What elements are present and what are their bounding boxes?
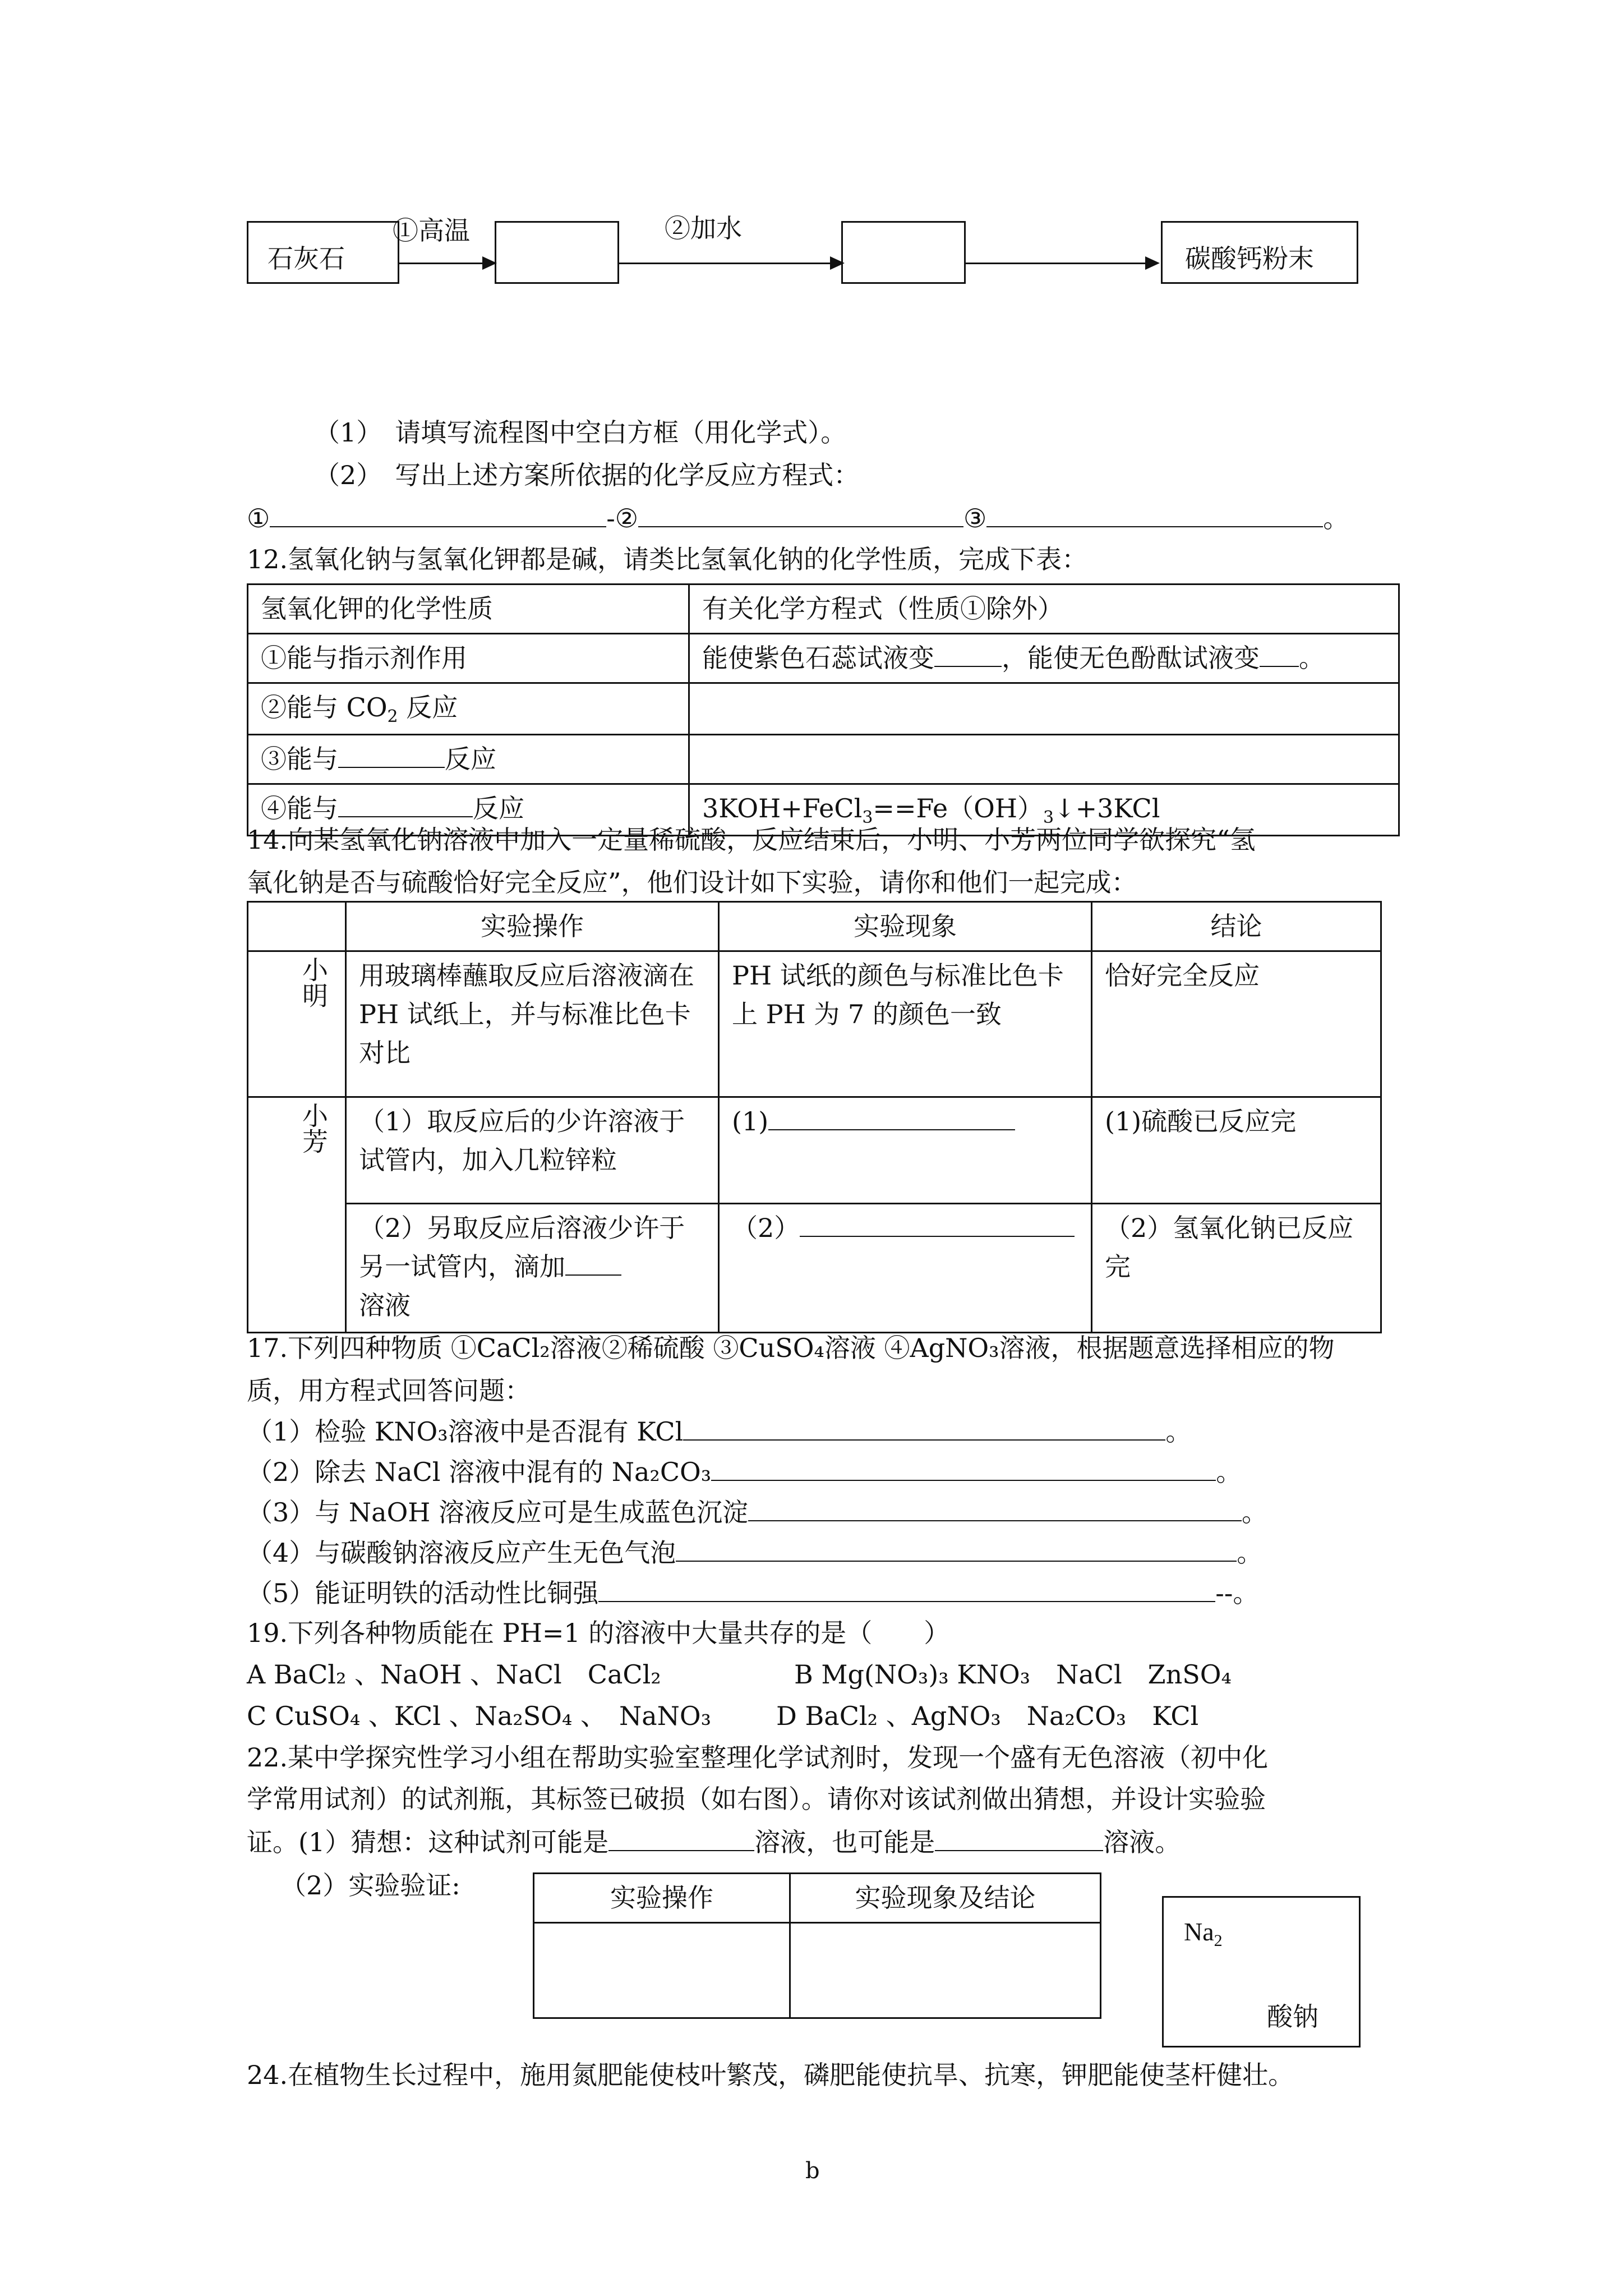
q17-stem-2: 质，用方程式回答问题： <box>247 1375 531 1406</box>
q17-s3 <box>247 1496 1267 1528</box>
q12-r4c2sub2: 3 <box>1043 808 1054 828</box>
q14-xf-ph1-label: (1) <box>732 1106 769 1137</box>
flow-arrow-3-head <box>1145 256 1160 270</box>
q12-stem: 12.氢氧化钠与氢氧化钾都是碱，请类比氢氧化钠的化学性质，完成下表： <box>247 544 1088 574</box>
q14-xf-op1: （1）取反应后的少许溶液于试管内，加入几粒锌粒 <box>346 1097 719 1204</box>
q14-xf-ph2-label: （2） <box>732 1213 800 1243</box>
flow-step2-label: ②加水 <box>665 213 742 243</box>
q12-r3c1a: ③能与 <box>261 744 338 775</box>
q14-xf-op2 <box>346 1204 719 1333</box>
q12-header-2: 有关化学方程式（性质①除外） <box>689 585 1399 634</box>
q14-stem-2: 氧化钠是否与硫酸恰好完全反应”，他们设计如下实验，请你和他们一起完成： <box>247 867 1137 898</box>
q14-xiaofang: 小芳 <box>248 1097 346 1333</box>
q22-label-top-text: Na <box>1184 1917 1214 1946</box>
page-number: b <box>805 2158 820 2184</box>
flow-arrow-1 <box>399 263 483 264</box>
q22-cell-result[interactable] <box>790 1923 1101 2018</box>
q17-blank-2[interactable] <box>711 1455 1216 1481</box>
q17-s3-text: （3）与 NaOH 溶液反应可是生成蓝色沉淀 <box>247 1497 749 1527</box>
q14-xf-con2: （2）氢氧化钠已反应完 <box>1092 1204 1381 1333</box>
flow-arrow-3 <box>966 263 1146 264</box>
q19-option-d[interactable]: D BaCl₂ 、AgNO₃ Na₂CO₃ KCl <box>776 1701 1199 1731</box>
q19-option-a[interactable]: A BaCl₂ 、NaOH 、NaCl CaCl₂ <box>247 1659 661 1690</box>
q14-header-con: 结论 <box>1092 902 1381 951</box>
q14-blank-ph2[interactable] <box>800 1211 1075 1237</box>
q11-c1: ① <box>247 503 270 533</box>
q12-r4c2b: ==Fe（OH） <box>873 793 1043 824</box>
flow-blank-box-2 <box>841 221 966 284</box>
q17-s3-end: 。 <box>1242 1497 1268 1527</box>
q12-r4c2a: 3KOH+FeCl <box>702 793 863 824</box>
q19-option-b[interactable]: B Mg(NO₃)₃ KNO₃ NaCl ZnSO₄ <box>794 1659 1232 1690</box>
q12-r2c1sub: 2 <box>387 707 398 727</box>
q22-header-op: 实验操作 <box>534 1874 790 1923</box>
q12-r4c2c: ↓+3KCl <box>1054 793 1160 824</box>
q11-blank-1[interactable] <box>270 501 606 527</box>
q12-header-1: 氢氧化钾的化学性质 <box>248 585 689 634</box>
q22-blank-guess-1[interactable] <box>608 1825 754 1851</box>
q14-xf-op2b: 溶液 <box>359 1290 411 1320</box>
q22-label-bottom: 酸钠 <box>1267 2001 1318 2032</box>
q12-blank-litmus[interactable] <box>934 641 1002 667</box>
q22-stem-1: 22.某中学探究性学习小组在帮助实验室整理化学试剂时，发现一个盛有无色溶液（初中化 <box>247 1742 1269 1773</box>
q14-xf-ph2 <box>719 1204 1092 1333</box>
q22-table <box>533 1872 1101 2019</box>
q22-stem3c: 溶液。 <box>1103 1827 1181 1857</box>
q14-xf-op2a: （2）另取反应后溶液少许于另一试管内，滴加 <box>359 1213 685 1282</box>
q12-blank-r4[interactable] <box>338 792 473 817</box>
q11-c2: -② <box>606 503 639 533</box>
q12-r3c1 <box>248 735 689 784</box>
flow-blank-box-1 <box>495 221 619 284</box>
q12-r3c2[interactable] <box>689 735 1399 784</box>
q22-stem-3 <box>247 1825 1181 1858</box>
flow-arrow-2 <box>619 263 831 264</box>
q12-r2c2[interactable] <box>689 683 1399 735</box>
q12-r1c2a: 能使紫色石蕊试液变 <box>702 643 934 673</box>
q17-blank-1[interactable] <box>683 1415 1165 1441</box>
q17-s5-text: （5）能证明铁的活动性比铜强 <box>247 1578 599 1608</box>
q14-stem-1: 14.向某氢氧化钠溶液中加入一定量稀硫酸，反应结束后，小明、小芳两位同学欲探究“氢 <box>247 825 1256 855</box>
q17-s5 <box>247 1576 1258 1609</box>
q12-r1c2b: ，能使无色酚酞试液变 <box>1002 643 1260 673</box>
flow-step1-label: ①高温 <box>393 215 470 246</box>
q11-sub2: （2） 写出上述方案所依据的化学反应方程式： <box>314 460 860 490</box>
flow-end-label: 碳酸钙粉末 <box>1185 243 1314 274</box>
q17-s4 <box>247 1536 1262 1568</box>
q17-s2-text: （2）除去 NaCl 溶液中混有的 Na₂CO₃ <box>247 1457 712 1487</box>
q22-stem3a: 证。(1）猜想：这种试剂可能是 <box>247 1827 609 1857</box>
q22-sub2: （2）实验验证: <box>280 1870 460 1901</box>
q22-label-top-sub: 2 <box>1214 1931 1223 1950</box>
q14-xm-ph: PH 试纸的颜色与标准比色卡上 PH 为 7 的颜色一致 <box>719 951 1092 1097</box>
q12-r1c2c: 。 <box>1299 643 1325 673</box>
q17-s1-text: （1）检验 KNO₃溶液中是否混有 KCl <box>247 1416 684 1447</box>
q17-s2 <box>247 1455 1242 1488</box>
q17-blank-4[interactable] <box>676 1536 1237 1562</box>
q12-r1c2 <box>689 634 1399 683</box>
q14-xf-con1: (1)硫酸已反应完 <box>1092 1097 1381 1204</box>
q14-xiaoming: 小明 <box>248 951 346 1097</box>
q12-table <box>247 583 1400 836</box>
q14-header-op: 实验操作 <box>346 902 719 951</box>
q12-r4c1a: ④能与 <box>261 793 338 824</box>
q17-s2-end: 。 <box>1216 1457 1242 1487</box>
q17-blank-3[interactable] <box>748 1496 1242 1521</box>
q19-stem: 19.下列各种物质能在 PH=1 的溶液中大量共存的是（ ） <box>247 1618 950 1648</box>
q12-r4c2sub1: 3 <box>862 808 873 828</box>
q12-r2c1b: 反应 <box>398 692 458 723</box>
q12-r1c1: ①能与指示剂作用 <box>248 634 689 683</box>
q12-r3c1b: 反应 <box>445 744 496 775</box>
q14-xm-op: 用玻璃棒蘸取反应后溶液滴在 PH 试纸上，并与标准比色卡对比 <box>346 951 719 1097</box>
q12-r2c1 <box>248 683 689 735</box>
q14-blank-op2[interactable] <box>565 1250 621 1276</box>
q22-header-result: 实验现象及结论 <box>790 1874 1101 1923</box>
q12-r2c1a: ②能与 CO <box>261 692 388 723</box>
q14-xm-con: 恰好完全反应 <box>1092 951 1381 1097</box>
q12-r4c1b: 反应 <box>473 793 524 824</box>
q14-header-phen: 实验现象 <box>719 902 1092 951</box>
q22-cell-op[interactable] <box>534 1923 790 2018</box>
q17-blank-5[interactable] <box>598 1576 1215 1602</box>
q17-s5-end: --。 <box>1215 1578 1259 1608</box>
q11-c3: ③ <box>963 503 987 533</box>
q17-s4-end: 。 <box>1237 1538 1263 1568</box>
flow-start-box <box>247 221 399 284</box>
q12-blank-r3[interactable] <box>338 742 445 768</box>
q22-blank-guess-2[interactable] <box>935 1825 1103 1851</box>
q17-s4-text: （4）与碳酸钠溶液反应产生无色气泡 <box>247 1538 676 1568</box>
q12-blank-phenol[interactable] <box>1260 641 1299 667</box>
q11-blank-3[interactable] <box>986 501 1323 527</box>
q14-blank-ph1[interactable] <box>768 1105 1015 1130</box>
q22-label-box <box>1162 1896 1361 2047</box>
q17-stem-1: 17.下列四种物质 ①CaCl₂溶液②稀硫酸 ③CuSO₄溶液 ④AgNO₃溶液，根据题意选择相应的物 <box>247 1333 1335 1363</box>
q22-label-top <box>1184 1917 1223 1950</box>
q11-sub1: （1） 请填写流程图中空白方框（用化学式）。 <box>314 417 847 448</box>
q11-equations <box>247 501 1349 534</box>
q11-end: 。 <box>1323 503 1349 533</box>
q22-stem-2: 学常用试剂）的试剂瓶，其标签已破损（如右图）。请你对该试剂做出猜想，并设计实验验 <box>247 1784 1266 1814</box>
q19-option-c[interactable]: C CuSO₄ 、KCl 、Na₂SO₄ 、 NaNO₃ <box>247 1701 712 1731</box>
q24-stem: 24.在植物生长过程中，施用氮肥能使枝叶繁茂，磷肥能使抗旱、抗寒，钾肥能使茎杆健壮。 <box>247 2060 1294 2090</box>
q17-s1-end: 。 <box>1165 1416 1192 1447</box>
flow-end-box <box>1161 221 1358 284</box>
q17-s1 <box>247 1415 1191 1447</box>
q14-table <box>247 901 1382 1333</box>
flow-start-label: 石灰石 <box>268 243 345 274</box>
q11-blank-2[interactable] <box>638 501 963 527</box>
q22-stem3b: 溶液，也可能是 <box>754 1827 935 1857</box>
q14-xf-ph1 <box>719 1097 1092 1204</box>
q14-corner <box>248 902 346 951</box>
